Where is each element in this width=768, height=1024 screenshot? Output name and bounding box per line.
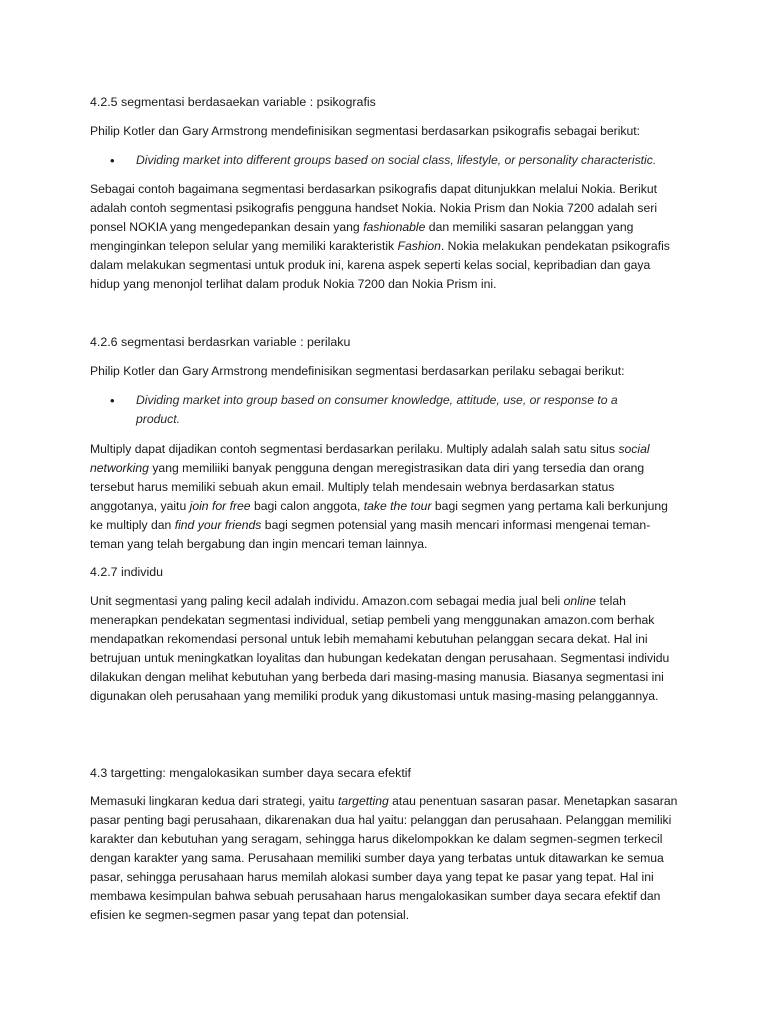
paragraph-4-2-6 bbox=[90, 440, 680, 554]
section-heading-4-2-6: 4.2.6 segmentasi berdasrkan variable : perilaku bbox=[90, 335, 351, 349]
section-heading-4-2-7: 4.2.7 individu bbox=[90, 565, 164, 579]
section-heading-4-3: 4.3 targetting: mengalokasikan sumber daya secara efektif bbox=[90, 766, 411, 780]
section-intro-4-2-5: Philip Kotler dan Gary Armstrong mendefinisikan segmentasi berdasarkan psikografis sebagai berikut: bbox=[90, 124, 641, 138]
paragraph-text: . Nokia melakukan pendekatan psikografis dalam melakukan segmentasi untuk produk ini, karena aspek seperti kelas social, kepribadian dan gaya hidup yang menonjol terlihat dalam produk Nokia 7200 dan Nokia Prism ini. bbox=[90, 239, 670, 291]
italic-term: social networking bbox=[90, 442, 650, 475]
paragraph-text: bagi calon anggota, bbox=[250, 499, 364, 513]
italic-term: Fashion bbox=[397, 239, 441, 253]
italic-term: join for free bbox=[189, 499, 251, 513]
paragraph-text: bagi segmen yang pertama kali berkunjung ke multiply dan bbox=[90, 499, 668, 532]
paragraph-text: atau penentuan sasaran pasar. Menetapkan sasaran pasar penting bagi perusahaan, dikarenakan dua hal yaitu: pelanggan dan perusahaan. Pelanggan memiliki karakter dan kebutuhan yang seragam, sehingga harus dikelompokkan ke dalam segmen-segmen terkecil dengan karakter yang sama. Perusahaan memiliki sumber daya yang terbatas untuk ditawarkan ke semua pasar, sehingga perusahaan harus memilah alokasi sumber daya yang tepat ke pasar yang tepat. Hal ini membawa kesimpulan bahwa sebuah perusahaan harus mengalokasikan sumber daya secara efektif dan efisien ke segmen-segmen pasar yang tepat dan potensial. bbox=[90, 794, 678, 922]
paragraph-text: Unit segmentasi yang paling kecil adalah individu. Amazon.com sebagai media jual beli bbox=[90, 594, 564, 608]
bullet-text: Dividing market into different groups based on social class, lifestyle, or personality characteristic. bbox=[136, 153, 657, 167]
paragraph-text: yang memiliiki banyak pengguna dengan meregistrasikan data diri yang tersedia dan orang tersebut harus memiliki sebuah akun email. Multiply telah mendesain webnya berdasarkan status anggotanya, yaitu bbox=[90, 461, 645, 513]
paragraph-text: dan memiliki sasaran pelanggan yang menginginkan telepon selular yang memiliki karakteristik bbox=[90, 220, 634, 253]
paragraph-text: Multiply dapat dijadikan contoh segmentasi berdasarkan perilaku. Multiply adalah salah satu situs bbox=[90, 442, 619, 456]
italic-term: targetting bbox=[337, 794, 389, 808]
bullet-item-4-2-6 bbox=[110, 391, 670, 429]
paragraph-text: telah menerapkan pendekatan segmentasi individual, setiap pembeli yang menggunakan amazon.com berhak mendapatkan rekomendasi personal untuk lebih memahami kebutuhan pelanggan secara dekat. Hal ini betrujuan untuk meningkatkan loyalitas dan hubungan kedekatan dengan perusahaan. Segmentasi individu dilakukan dengan melihat kebutuhan yang berbeda dari masing-masing manusia. Biasanya segmentasi ini digunakan oleh perusahaan yang memiliki produk yang dikustomasi untuk masing-masing pelanggannya. bbox=[90, 594, 670, 703]
italic-term: fashionable bbox=[363, 220, 426, 234]
paragraph-4-3 bbox=[90, 792, 680, 925]
section-intro-4-2-6: Philip Kotler dan Gary Armstrong mendefinisikan segmentasi berdasarkan perilaku sebagai berikut: bbox=[90, 364, 625, 378]
bullet-dot-icon: • bbox=[110, 393, 115, 408]
paragraph-text: bagi segmen potensial yang masih mencari informasi mengenai teman-teman yang telah bergabung dan ingin mencari teman lainnya. bbox=[90, 518, 651, 551]
italic-term: take the tour bbox=[363, 499, 432, 513]
bullet-item-4-2-5 bbox=[110, 151, 670, 170]
paragraph-text: Sebagai contoh bagaimana segmentasi berdasarkan psikografis dapat ditunjukkan melalui Nokia. Berikut adalah contoh segmentasi psikografis pengguna handset Nokia. Nokia Prism dan Nokia 7200 adalah seri ponsel NOKIA yang mengedepankan desain yang bbox=[90, 182, 658, 234]
paragraph-text: Memasuki lingkaran kedua dari strategi, yaitu bbox=[90, 794, 338, 808]
paragraph-4-2-5 bbox=[90, 180, 680, 294]
paragraph-4-2-7 bbox=[90, 592, 680, 706]
bullet-text: Dividing market into group based on consumer knowledge, attitude, use, or response to a product. bbox=[136, 393, 618, 426]
italic-term: find your friends bbox=[174, 518, 262, 532]
bullet-dot-icon: • bbox=[110, 153, 115, 168]
italic-term: online bbox=[563, 594, 597, 608]
section-heading-4-2-5: 4.2.5 segmentasi berdasaekan variable : psikografis bbox=[90, 95, 376, 109]
